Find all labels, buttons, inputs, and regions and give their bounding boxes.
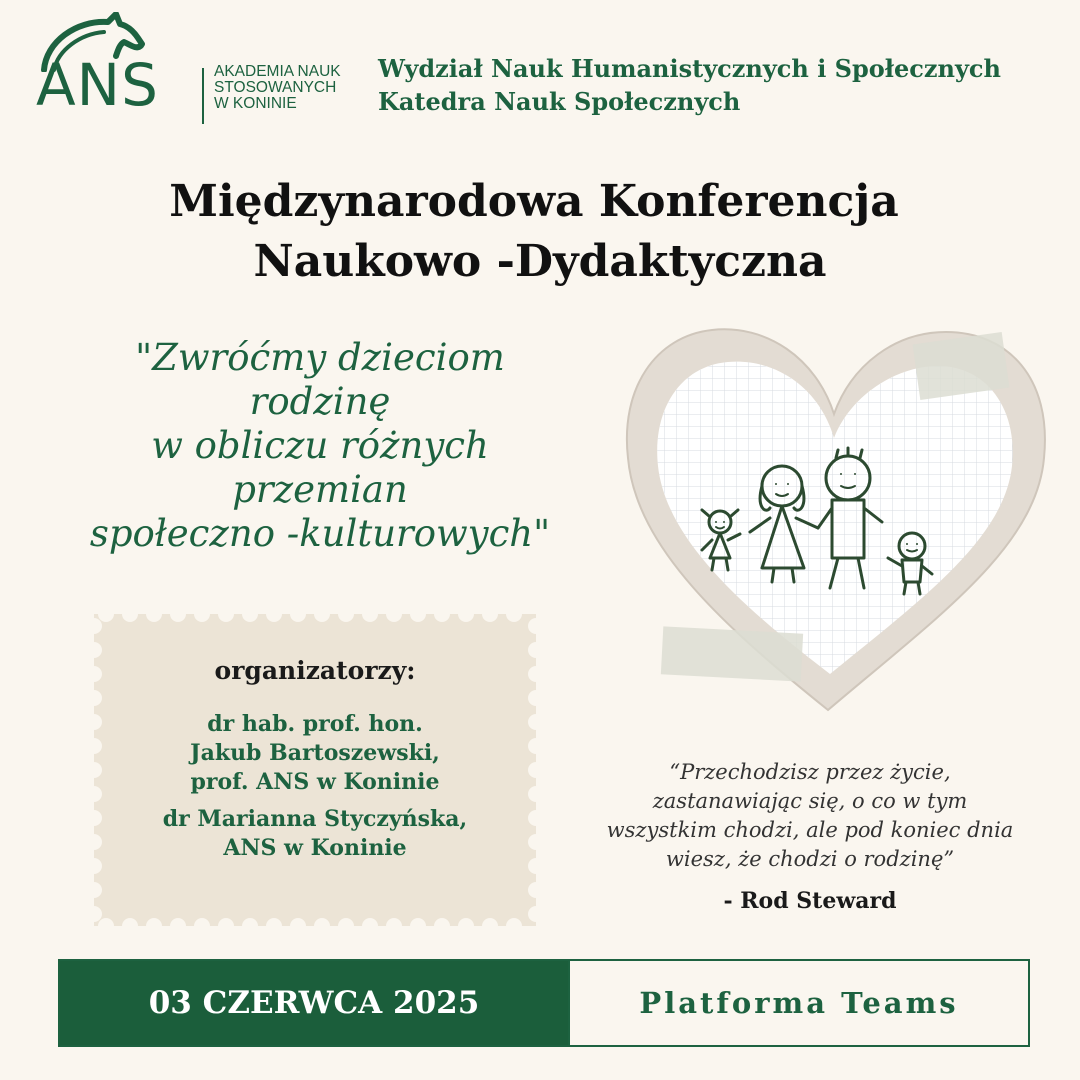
logo-line: AKADEMIA NAUK <box>214 63 341 80</box>
theme-line: społeczno -kulturowych" <box>89 512 551 555</box>
quote-line: wszystkim chodzi, ale pod koniec dnia <box>606 818 1014 842</box>
conference-theme <box>40 336 600 556</box>
organizer-line: prof. ANS w Koninie <box>190 769 440 795</box>
title-line: Międzynarodowa Konferencja <box>169 176 899 227</box>
organizer-entry <box>84 710 546 797</box>
organizer-entry <box>84 805 546 863</box>
organizers-stamp <box>84 604 546 936</box>
logo-institution-name <box>214 64 341 112</box>
organizer-line: dr Marianna Styczyńska, <box>162 806 468 832</box>
quote-line: zastanawiając się, o co w tym <box>652 789 968 813</box>
organizer-line: ANS w Koninie <box>223 835 407 861</box>
organizers-list <box>84 710 546 871</box>
ans-logo <box>36 12 356 122</box>
conference-title <box>0 172 1080 292</box>
event-date: 03 CZERWCA 2025 <box>60 961 570 1045</box>
title-line: Naukowo -Dydaktyczna <box>253 236 827 287</box>
family-quote <box>570 758 1050 874</box>
theme-line: "Zwróćmy dzieciom <box>135 336 505 379</box>
quote-author: - Rod Steward <box>723 888 897 914</box>
quote-line: “Przechodzisz przez życie, <box>669 760 951 784</box>
logo-line: STOSOWANYCH <box>214 79 337 96</box>
theme-line: rodzinę <box>249 380 391 423</box>
logo-divider <box>202 68 204 124</box>
event-platform: Platforma Teams <box>639 986 959 1020</box>
faculty-header <box>378 52 1001 118</box>
event-info-bar <box>58 959 1030 1047</box>
family-drawing-heart-icon <box>616 318 1052 718</box>
organizer-line: dr hab. prof. hon. <box>207 711 423 737</box>
faculty-name: Wydział Nauk Humanistycznych i Społecznych <box>378 54 1001 83</box>
theme-line: w obliczu różnych <box>151 424 489 467</box>
logo-line: W KONINIE <box>214 95 297 112</box>
quote-line: wiesz, że chodzi o rodzinę” <box>665 847 955 871</box>
organizer-line: Jakub Bartoszewski, <box>190 740 440 766</box>
organizers-label: organizatorzy: <box>214 656 416 685</box>
theme-line: przemian <box>232 468 408 511</box>
logo-abbreviation: ANS <box>36 51 159 119</box>
department-name: Katedra Nauk Społecznych <box>378 87 741 116</box>
